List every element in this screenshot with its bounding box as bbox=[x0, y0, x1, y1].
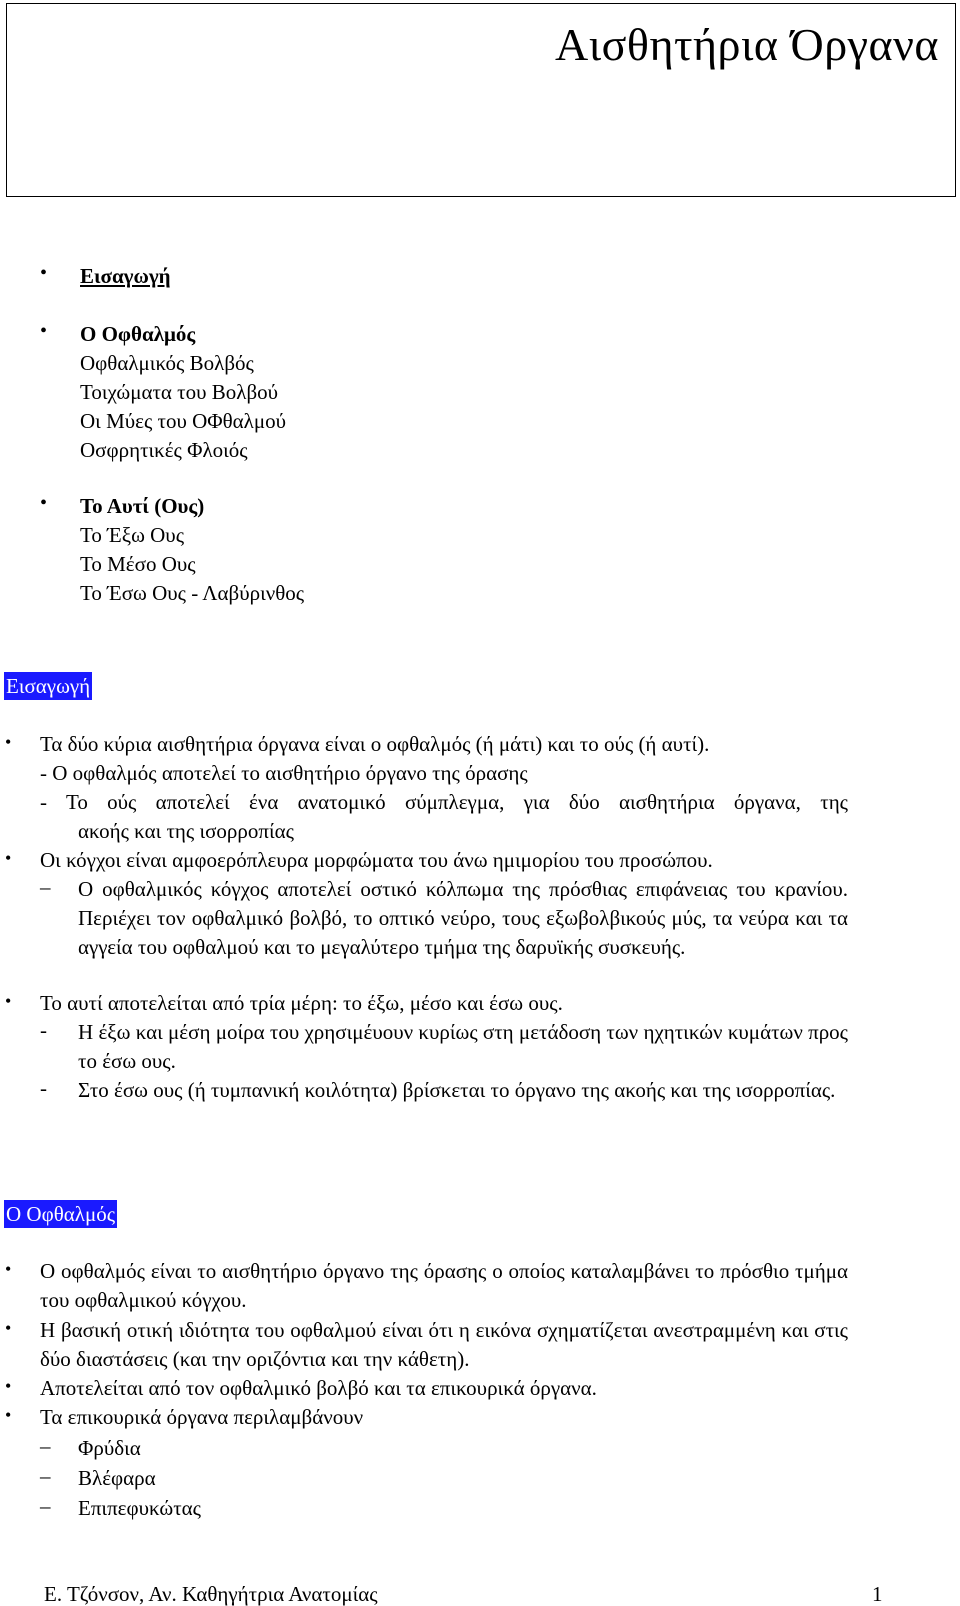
intro-bullet-3: Το αυτί αποτελείται από τρία μέρη: το έξω, μέσο και έσω ους. bbox=[40, 991, 563, 1015]
toc-subitem: Τοιχώματα του Βολβού bbox=[80, 380, 279, 404]
eye-sub-item: Βλέφαρα bbox=[78, 1466, 156, 1490]
dash-icon: – bbox=[40, 1464, 51, 1488]
toc-heading[interactable]: Το Αυτί (Ους) bbox=[80, 494, 205, 518]
page-number: 1 bbox=[872, 1582, 883, 1606]
toc-heading[interactable]: Εισαγωγή bbox=[80, 264, 171, 288]
toc-subitem: Το Μέσο Ους bbox=[80, 552, 196, 576]
intro-dash-2: - Το ούς αποτελεί ένα ανατομικό σύμπλεγμα, για δύο αισθητήρια όργανα, της bbox=[40, 790, 848, 814]
section-heading-intro: Εισαγωγή bbox=[6, 674, 91, 698]
bullet-icon: • bbox=[5, 1259, 12, 1279]
eye-bullet-1: Ο οφθαλμός είναι το αισθητήριο όργανο της όρασης ο οποίος καταλαμβάνει το πρόσθιο τμήμα του οφθαλμικού κόγχου. bbox=[40, 1259, 848, 1312]
dash-icon: – bbox=[40, 875, 51, 899]
dash-icon: – bbox=[40, 1434, 51, 1458]
eye-sub-item: Επιπεφυκώτας bbox=[78, 1496, 201, 1520]
toc-item-intro[interactable] bbox=[80, 262, 171, 291]
bullet-icon: • bbox=[5, 1376, 12, 1396]
eye-bullet-3: Αποτελείται από τον οφθαλμικό βολβό και τα επικουρικά όργανα. bbox=[40, 1376, 597, 1400]
dash-icon: - bbox=[40, 1076, 47, 1100]
bullet-icon: • bbox=[5, 848, 12, 868]
bullet-icon: • bbox=[40, 262, 48, 284]
bullet-icon: • bbox=[5, 732, 12, 752]
intro-bullet-1: Τα δύο κύρια αισθητήρια όργανα είναι ο οφθαλμός (ή μάτι) και το ούς (ή αυτί). bbox=[40, 732, 710, 756]
bullet-icon: • bbox=[5, 1405, 12, 1425]
toc-heading[interactable]: Ο Οφθαλμός bbox=[80, 322, 196, 346]
intro-dash-1: - Ο οφθαλμός αποτελεί το αισθητήριο όργανο της όρασης bbox=[40, 761, 528, 785]
eye-sub-item: Φρύδια bbox=[78, 1436, 141, 1460]
section-heading-eye: Ο Οφθαλμός bbox=[6, 1202, 116, 1226]
intro-bullet-3-sub-1: Η έξω και μέση μοίρα του χρησιμέυουν κυρίως στη μετάδοση των ηχητικών κυμάτων προς το έσω ους. bbox=[78, 1020, 848, 1073]
toc-item-eye[interactable] bbox=[80, 320, 286, 465]
toc-subitem: Οφθαλμικός Βολβός bbox=[80, 351, 254, 375]
eye-bullet-2: Η βασική οτική ιδιότητα του οφθαλμού είναι ότι η εικόνα σχηματίζεται ανεστραμμένη και στις δύο διαστάσεις (και την οριζόντια και την κάθετη). bbox=[40, 1318, 848, 1371]
intro-dash-2-cont: ακοής και της ισορροπίας bbox=[78, 819, 294, 843]
intro-bullet-2: Οι κόγχοι είναι αμφοερόπλευρα μορφώματα του άνω ημιμορίου του προσώπου. bbox=[40, 848, 713, 872]
dash-icon: - bbox=[40, 1018, 47, 1042]
bullet-icon: • bbox=[5, 1318, 12, 1338]
toc-subitem: Το Έσω Ους - Λαβύρινθος bbox=[80, 581, 305, 605]
page-title: Αισθητήρια Όργανα bbox=[555, 19, 939, 70]
eye-bullet-4: Τα επικουρικά όργανα περιλαμβάνουν bbox=[40, 1405, 364, 1429]
intro-bullet-3-sub-2: Στο έσω ους (ή τυμπανική κοιλότητα) βρίσκεται το όργανο της ακοής και της ισορροπίας. bbox=[78, 1078, 836, 1102]
bullet-icon: • bbox=[40, 320, 48, 342]
intro-bullet-2-sub: Ο οφθαλμικός κόγχος αποτελεί οστικό κόλπωμα της πρόσθιας επιφάνειας του κρανίου. Περιέχει τον οφθαλμικό βολβό, το οπτικό νεύρο, τους εξωβολβικούς μύς, τα νεύρα και τα αγγεία του οφθαλμού και το μεγαλύτερο τμήμα της δαρυϊκής συσκευής. bbox=[78, 877, 848, 959]
bullet-icon: • bbox=[5, 991, 12, 1011]
toc-subitem: Το Έξω Ους bbox=[80, 523, 185, 547]
dash-icon: – bbox=[40, 1494, 51, 1518]
toc-subitem: Οι Μύες του ΟΦθαλμού bbox=[80, 409, 287, 433]
toc-subitem: Οσφρητικές Φλοιός bbox=[80, 438, 248, 462]
toc-item-ear[interactable] bbox=[80, 492, 304, 608]
footer-author: Ε. Τζόνσον, Αν. Καθηγήτρια Ανατομίας bbox=[44, 1582, 378, 1606]
bullet-icon: • bbox=[40, 492, 48, 514]
title-box bbox=[6, 3, 956, 197]
